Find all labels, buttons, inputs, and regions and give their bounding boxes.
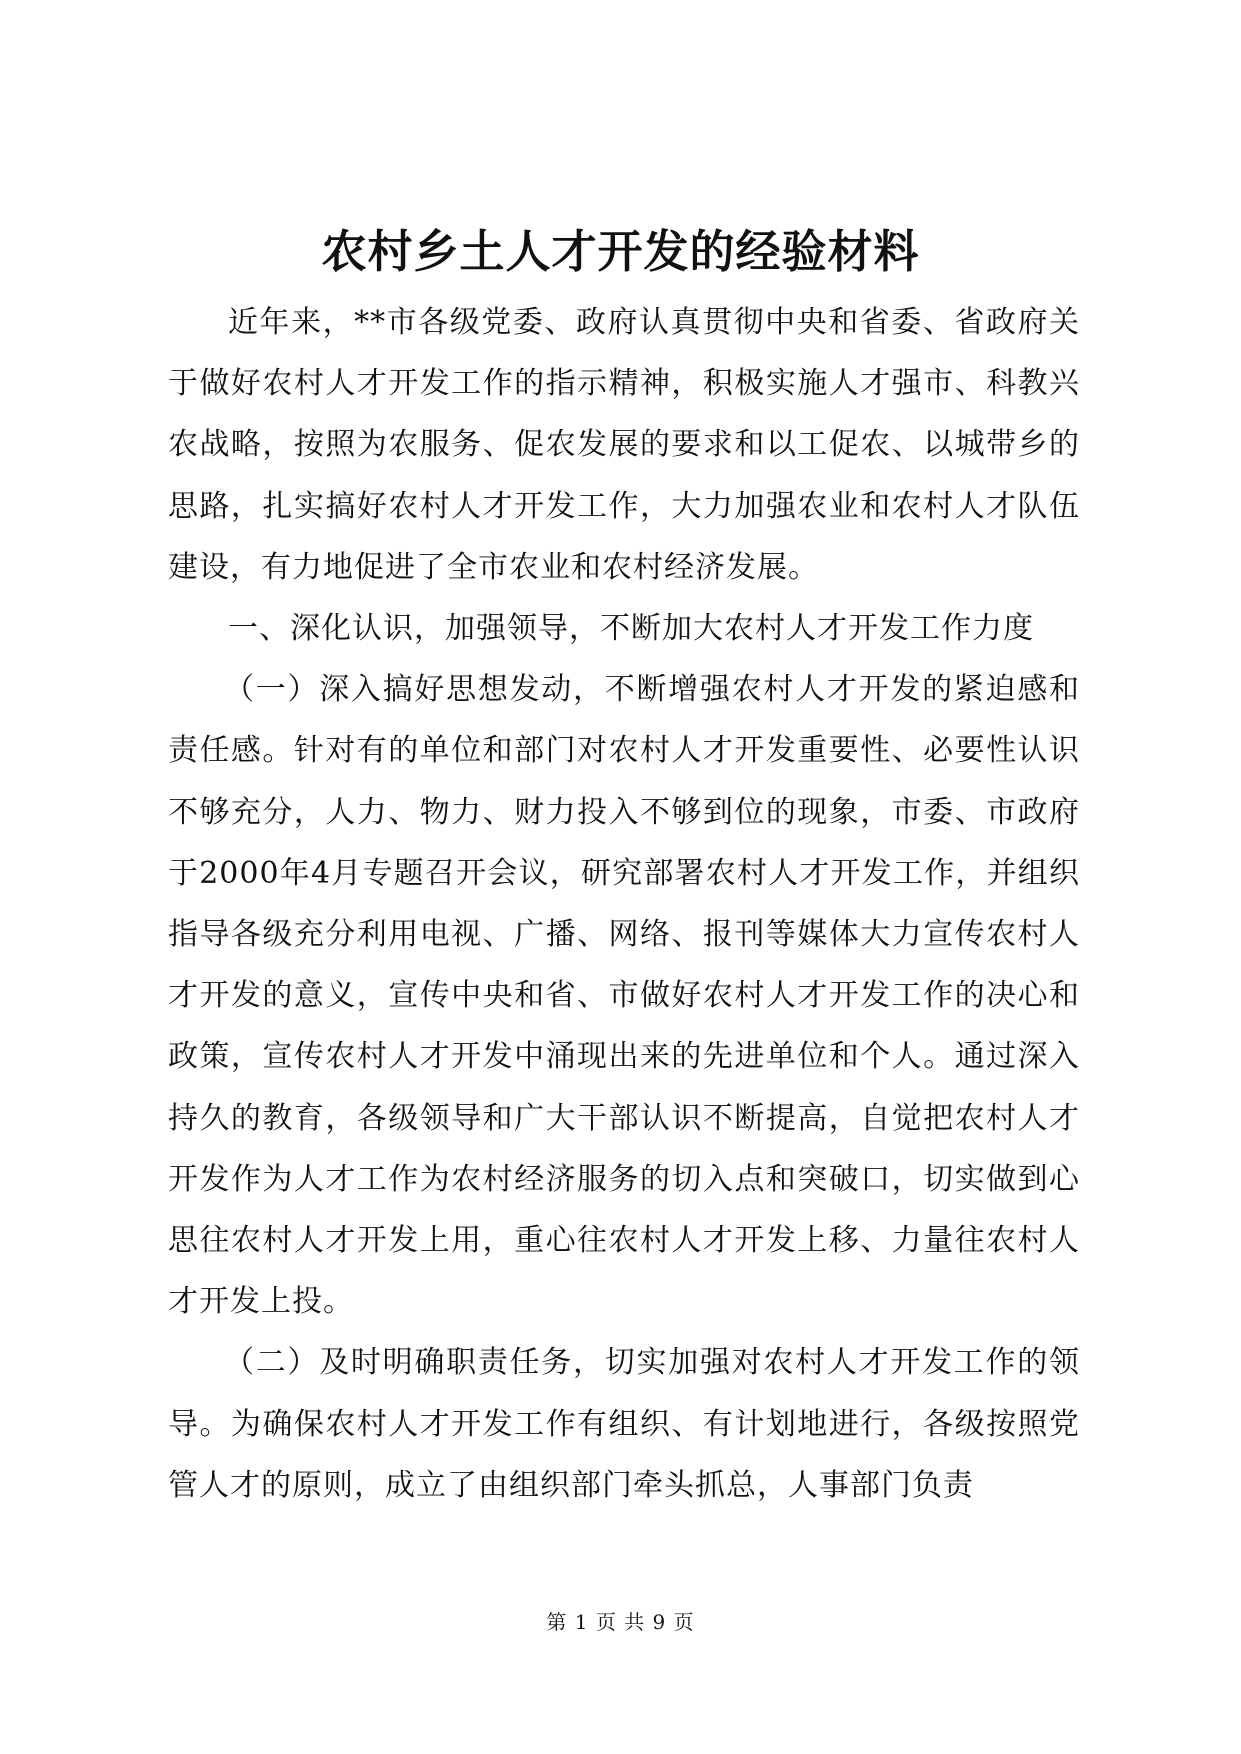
paragraph-intro: 近年来，**市各级党委、政府认真贯彻中央和省委、省政府关于做好农村人才开发工作的指示精神，积极实施人才强市、科教兴农战略，按照为农服务、促农发展的要求和以工促农、以城带乡的思路，扎实搞好农村人才开发工作，大力加强农业和农村人才队伍建设，有力地促进了全市农业和农村经济发展。 [168,305,1080,585]
document-title: 农村乡土人才开发的经验材料 [321,225,920,278]
page-number-footer: 第 1 页 共 9 页 [546,1610,695,1634]
paragraph-subsection-2: （二）及时明确职责任务，切实加强对农村人才开发工作的领导。为确保农村人才开发工作有组织、有计划地进行，各级按照党管人才的原则，成立了由组织部门牵头抓总，人事部门负责 [168,1345,1080,1503]
paragraph-subsection-1: （一）深入搞好思想发动，不断增强农村人才开发的紧迫感和责任感。针对有的单位和部门对农村人才开发重要性、必要性认识不够充分，人力、物力、财力投入不够到位的现象，市委、市政府于2000年4月专题召开会议，研究部署农村人才开发工作，并组织指导各级充分利用电视、广播、网络、报刊等媒体大力宣传农村人才开发的意义，宣传中央和省、市做好农村人才开发工作的决心和政策，宣传农村人才开发中涌现出来的先进单位和个人。通过深入持久的教育，各级领导和广大干部认识不断提高，自觉把农村人才开发作为人才工作为农村经济服务的切入点和突破口，切实做到心思往农村人才开发上用，重心往农村人才开发上移、力量往农村人才开发上投。 [168,672,1080,1320]
document-body [168,292,1080,1516]
section-heading-1: 一、深化认识，加强领导，不断加大农村人才开发工作力度 [228,611,1034,647]
